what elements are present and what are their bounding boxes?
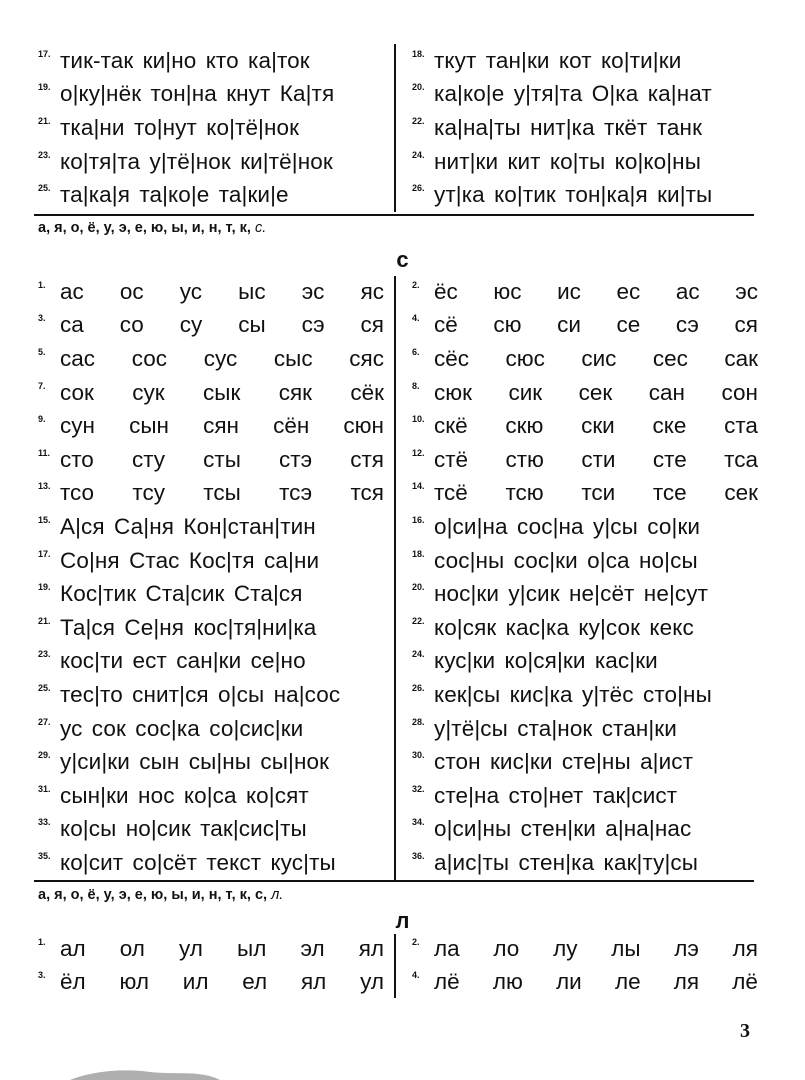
row-number: 26. xyxy=(412,682,425,693)
word-row xyxy=(38,678,384,712)
syllable: скё xyxy=(434,413,468,439)
word-row xyxy=(412,678,758,712)
syllable: ло xyxy=(493,935,520,961)
syllable: лё xyxy=(434,969,460,995)
section-heading-s: с xyxy=(396,247,409,272)
l-right-column xyxy=(398,932,758,999)
word-row xyxy=(412,78,758,112)
section-divider xyxy=(34,214,754,216)
letters-new: л. xyxy=(271,887,284,903)
row-number: 31. xyxy=(38,783,51,794)
row-text: у|тё|сы ста|нок стан|ки xyxy=(434,715,677,741)
word-row xyxy=(38,78,384,112)
syllable: ос xyxy=(119,278,144,304)
word-row xyxy=(412,111,758,145)
row-text: та|ка|я та|ко|е та|ки|е xyxy=(60,182,289,208)
top-right-column xyxy=(398,44,758,212)
syllable: тса xyxy=(724,446,758,472)
syllable: ся xyxy=(360,312,384,338)
syllable: ас xyxy=(60,278,84,304)
letters-new: с. xyxy=(254,220,267,236)
syllable: сто xyxy=(60,446,94,472)
row-number: 33. xyxy=(38,817,51,828)
syllable: ёс xyxy=(434,278,458,304)
row-text: ка|на|ты нит|ка ткёт танк xyxy=(434,114,703,140)
syllable: ле xyxy=(614,969,641,995)
syllable: сэ xyxy=(675,312,699,338)
syllable-row xyxy=(412,275,758,309)
syllable: ес xyxy=(616,278,641,304)
row-number: 19. xyxy=(38,582,51,593)
section-divider xyxy=(34,880,754,882)
row-text: сте|на сто|нет так|сист xyxy=(434,782,678,808)
row-number: 9. xyxy=(38,414,46,425)
syllable: лю xyxy=(492,969,523,995)
word-row xyxy=(38,745,384,779)
syllable: скю xyxy=(505,413,544,439)
syllable: ус xyxy=(179,278,203,304)
syllable-row xyxy=(412,376,758,410)
syllable: ас xyxy=(675,278,700,304)
syllable: тсо xyxy=(60,480,95,506)
row-text: кек|сы кис|ка у|тёс сто|ны xyxy=(434,681,712,707)
word-row xyxy=(412,145,758,179)
column-divider xyxy=(394,44,396,212)
row-number: 35. xyxy=(38,850,51,861)
syllable: сы xyxy=(238,312,266,338)
syllable: эс xyxy=(301,278,325,304)
row-number: 19. xyxy=(38,82,51,93)
syllable-row xyxy=(38,477,384,511)
word-row xyxy=(412,712,758,746)
row-number: 24. xyxy=(412,149,425,160)
row-number: 21. xyxy=(38,615,51,626)
syllable: тсу xyxy=(132,480,165,506)
row-text: ус сок сос|ка со|сис|ки xyxy=(60,715,304,741)
syllable: ис xyxy=(557,278,581,304)
syllable: ял xyxy=(300,969,327,995)
syllable: стё xyxy=(434,446,469,472)
row-number: 17. xyxy=(38,48,51,59)
syllable: са xyxy=(60,312,84,338)
row-text: о|си|ны стен|ки а|на|нас xyxy=(434,816,692,842)
syllable-row xyxy=(38,342,384,376)
word-row xyxy=(412,611,758,645)
syllable: юс xyxy=(493,278,522,304)
word-row xyxy=(38,611,384,645)
row-number: 13. xyxy=(38,481,51,492)
row-number: 30. xyxy=(412,750,425,761)
word-row xyxy=(38,846,384,880)
syllable: сос xyxy=(131,345,167,371)
syllable: ыс xyxy=(238,278,266,304)
section-heading-l: л xyxy=(395,908,410,933)
word-row xyxy=(412,178,758,212)
row-number: 18. xyxy=(412,48,425,59)
row-number: 10. xyxy=(412,414,425,425)
row-number: 26. xyxy=(412,183,425,194)
syllable: лу xyxy=(553,935,578,961)
syllable: сан xyxy=(648,379,685,405)
row-text: тес|то снит|ся о|сы на|сос xyxy=(60,681,341,707)
syllable: се xyxy=(616,312,641,338)
syllable: сты xyxy=(203,446,241,472)
syllable: ски xyxy=(581,413,615,439)
row-number: 17. xyxy=(38,548,51,559)
syllable: тсы xyxy=(203,480,241,506)
word-row xyxy=(412,846,758,880)
word-row xyxy=(38,779,384,813)
syllable: ля xyxy=(673,969,700,995)
syllable: ля xyxy=(732,935,758,961)
syllable: яс xyxy=(360,278,384,304)
syllable: ил xyxy=(182,969,209,995)
letters-main: а, я, о, ё, у, э, е, ю, ы, и, н, т, к, с, xyxy=(38,887,268,903)
row-number: 14. xyxy=(412,481,425,492)
syllable: си xyxy=(557,312,581,338)
syllable: сас xyxy=(60,345,96,371)
letters-line xyxy=(38,887,283,903)
row-text: у|си|ки сын сы|ны сы|нок xyxy=(60,749,330,775)
row-text: ко|сяк кас|ка ку|сок кекс xyxy=(434,614,694,640)
top-section xyxy=(38,44,758,212)
row-number: 2. xyxy=(412,279,420,290)
syllable: тся xyxy=(350,480,384,506)
syllable: сё xyxy=(434,312,458,338)
scan-smudge xyxy=(70,1066,220,1080)
row-text: нит|ки кит ко|ты ко|ко|ны xyxy=(434,148,701,174)
syllable: лё xyxy=(732,969,758,995)
row-number: 15. xyxy=(38,514,51,525)
row-text: ко|сит со|сёт текст кус|ты xyxy=(60,849,336,875)
row-number: 32. xyxy=(412,783,425,794)
row-number: 6. xyxy=(412,346,420,357)
syllable: ла xyxy=(434,935,460,961)
word-row xyxy=(38,544,384,578)
word-row xyxy=(412,779,758,813)
row-number: 7. xyxy=(38,380,46,391)
syllable: ел xyxy=(242,969,268,995)
word-row xyxy=(412,577,758,611)
syllable: сик xyxy=(508,379,543,405)
syllable: сту xyxy=(131,446,166,472)
syllable-row xyxy=(412,443,758,477)
syllable-row xyxy=(38,309,384,343)
row-text: кус|ки ко|ся|ки кас|ки xyxy=(434,648,658,674)
row-number: 22. xyxy=(412,615,425,626)
row-number: 36. xyxy=(412,850,425,861)
word-row xyxy=(38,145,384,179)
syllable: ста xyxy=(724,413,758,439)
column-divider xyxy=(394,934,396,998)
syllable: ёл xyxy=(60,969,86,995)
syllable: сон xyxy=(721,379,758,405)
row-number: 2. xyxy=(412,936,420,947)
row-text: стон кис|ки сте|ны а|ист xyxy=(434,749,694,775)
syllable: сок xyxy=(60,379,94,405)
row-text: ко|сы но|сик так|сис|ты xyxy=(60,816,307,842)
syllable: юл xyxy=(119,969,149,995)
row-number: 4. xyxy=(412,313,420,324)
row-number: 25. xyxy=(38,682,51,693)
syllable: ыл xyxy=(237,935,267,961)
row-text: о|си|на сос|на у|сы со|ки xyxy=(434,513,701,539)
syllable-row xyxy=(38,443,384,477)
word-row xyxy=(38,111,384,145)
syllable: ске xyxy=(652,413,687,439)
syllable-row xyxy=(38,275,384,309)
row-number: 28. xyxy=(412,716,425,727)
row-number: 3. xyxy=(38,970,46,981)
syllable: со xyxy=(119,312,144,338)
syllable: ся xyxy=(734,312,758,338)
row-number: 23. xyxy=(38,649,51,660)
row-number: 27. xyxy=(38,716,51,727)
row-number: 24. xyxy=(412,649,425,660)
word-row xyxy=(412,544,758,578)
row-number: 23. xyxy=(38,149,51,160)
syllable: эл xyxy=(300,935,325,961)
syllable-row xyxy=(412,966,758,1000)
row-number: 11. xyxy=(38,447,51,458)
row-text: ка|ко|е у|тя|та О|ка ка|нат xyxy=(434,81,712,107)
row-number: 1. xyxy=(38,279,46,290)
syllable: ли xyxy=(556,969,582,995)
row-number: 20. xyxy=(412,82,425,93)
word-row xyxy=(38,712,384,746)
row-number: 22. xyxy=(412,115,425,126)
syllable: сюк xyxy=(434,379,472,405)
syllable: сес xyxy=(652,345,688,371)
word-row xyxy=(412,44,758,78)
syllable: сёс xyxy=(434,345,470,371)
row-text: сын|ки нос ко|са ко|сят xyxy=(60,782,309,808)
syllable: сяк xyxy=(278,379,312,405)
syllable: сэ xyxy=(301,312,325,338)
row-number: 8. xyxy=(412,380,420,391)
syllable: тсю xyxy=(505,480,544,506)
word-row xyxy=(412,813,758,847)
syllable: тсё xyxy=(434,480,468,506)
row-number: 4. xyxy=(412,970,420,981)
syllable: сён xyxy=(273,413,310,439)
syllable: стэ xyxy=(279,446,313,472)
row-number: 25. xyxy=(38,183,51,194)
syllable-row xyxy=(38,966,384,1000)
page-number: 3 xyxy=(740,1020,750,1042)
syllable-row xyxy=(412,409,758,443)
syllable: сти xyxy=(581,446,616,472)
row-text: кос|ти ест сан|ки се|но xyxy=(60,648,306,674)
row-text: Кос|тик Ста|сик Ста|ся xyxy=(60,581,303,607)
syllable: тсэ xyxy=(279,480,313,506)
syllable: ул xyxy=(360,969,384,995)
syllable: сук xyxy=(132,379,165,405)
syllable: сюн xyxy=(343,413,384,439)
syllable: лэ xyxy=(674,935,699,961)
s-right-column xyxy=(398,275,758,880)
word-row xyxy=(412,745,758,779)
row-text: ко|тя|та у|тё|нок ки|тё|нок xyxy=(60,148,333,174)
word-row xyxy=(38,510,384,544)
syllable-row xyxy=(412,477,758,511)
row-text: ут|ка ко|тик тон|ка|я ки|ты xyxy=(434,182,713,208)
row-text: ткут тан|ки кот ко|ти|ки xyxy=(434,47,682,73)
row-number: 5. xyxy=(38,346,46,357)
syllable: сёк xyxy=(350,379,384,405)
syllable: лы xyxy=(611,935,641,961)
syllable: сун xyxy=(60,413,95,439)
row-number: 3. xyxy=(38,313,46,324)
word-row xyxy=(38,577,384,611)
letters-main: а, я, о, ё, у, э, е, ю, ы, и, н, т, к, xyxy=(38,220,251,236)
syllable: тси xyxy=(581,480,616,506)
letters-line xyxy=(38,220,266,236)
word-row xyxy=(38,178,384,212)
syllable: ол xyxy=(119,935,145,961)
word-row xyxy=(38,813,384,847)
top-left-column xyxy=(38,44,398,212)
syllable-row xyxy=(412,932,758,966)
row-text: А|ся Са|ня Кон|стан|тин xyxy=(60,513,316,539)
syllable: эс xyxy=(735,278,758,304)
syllable: сек xyxy=(724,480,758,506)
syllable: сян xyxy=(203,413,239,439)
row-number: 16. xyxy=(412,514,425,525)
syllable: стю xyxy=(505,446,544,472)
row-text: тка|ни то|нут ко|тё|нок xyxy=(60,114,300,140)
syllable: ул xyxy=(179,935,203,961)
word-row xyxy=(412,645,758,679)
row-text: тик-так ки|но кто ка|ток xyxy=(60,47,310,73)
word-row xyxy=(412,510,758,544)
row-number: 12. xyxy=(412,447,425,458)
row-text: о|ку|нёк тон|на кнут Ка|тя xyxy=(60,81,335,107)
word-row xyxy=(38,44,384,78)
syllable: сык xyxy=(203,379,241,405)
syllable: сын xyxy=(129,413,169,439)
row-number: 29. xyxy=(38,750,51,761)
syllable: сю xyxy=(493,312,522,338)
row-number: 18. xyxy=(412,548,425,559)
word-row xyxy=(38,645,384,679)
row-number: 21. xyxy=(38,115,51,126)
row-text: нос|ки у|сик не|сёт не|сут xyxy=(434,581,708,607)
section-l xyxy=(38,932,758,999)
syllable: сяс xyxy=(349,345,384,371)
syllable: сис xyxy=(581,345,617,371)
row-text: сос|ны сос|ки о|са но|сы xyxy=(434,547,698,573)
syllable: сюс xyxy=(505,345,545,371)
syllable: сек xyxy=(578,379,613,405)
syllable: тсе xyxy=(652,480,687,506)
column-divider xyxy=(394,276,396,880)
syllable: сак xyxy=(724,345,758,371)
section-s xyxy=(38,275,758,880)
syllable: сус xyxy=(203,345,238,371)
syllable-row xyxy=(38,376,384,410)
syllable-row xyxy=(412,309,758,343)
syllable: ал xyxy=(60,935,86,961)
l-left-column xyxy=(38,932,398,999)
syllable: су xyxy=(179,312,203,338)
syllable: ял xyxy=(358,935,384,961)
syllable-row xyxy=(412,342,758,376)
row-number: 20. xyxy=(412,582,425,593)
syllable: стя xyxy=(350,446,384,472)
syllable: сте xyxy=(652,446,687,472)
syllable: сыс xyxy=(273,345,313,371)
s-left-column xyxy=(38,275,398,880)
syllable-row xyxy=(38,409,384,443)
row-text: Со|ня Стас Кос|тя са|ни xyxy=(60,547,320,573)
row-text: а|ис|ты стен|ка как|ту|сы xyxy=(434,849,699,875)
syllable-row xyxy=(38,932,384,966)
row-number: 34. xyxy=(412,817,425,828)
row-number: 1. xyxy=(38,936,46,947)
row-text: Та|ся Се|ня кос|тя|ни|ка xyxy=(60,614,317,640)
